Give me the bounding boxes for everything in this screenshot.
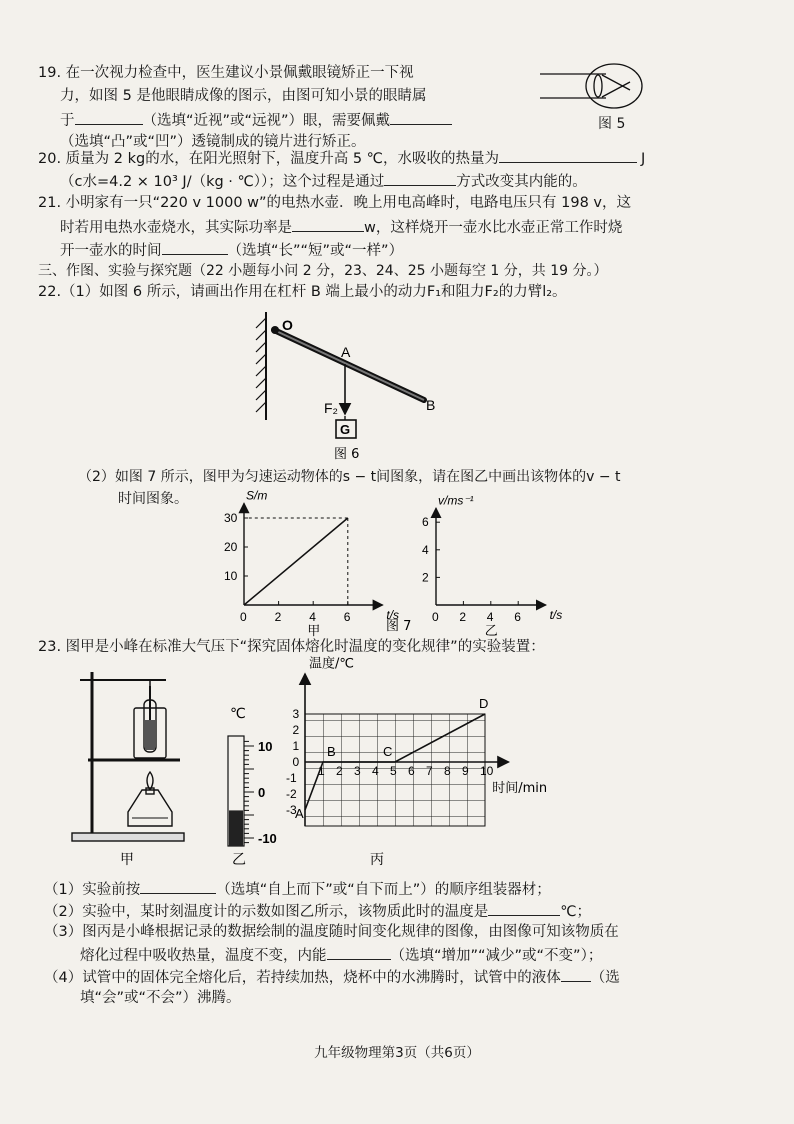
x-tick-label: 2 (336, 764, 343, 778)
q23-sub4-line2: 填“会”或“不会”）沸腾。 (80, 990, 241, 1006)
q22-part2-line1: （2）如图 7 所示，图甲为匀速运动物体的s − t间图象，请在图乙中画出该物体的v − t (78, 469, 621, 485)
thermo-unit: ℃ (230, 706, 246, 722)
x-tick-label: 10 (480, 764, 494, 778)
fig5-eye-diagram (540, 64, 642, 108)
x-axis-label: 时间/min (492, 781, 548, 796)
y-tick-label: 10 (224, 569, 238, 583)
alcohol-lamp (128, 790, 172, 826)
x-tick-label: 6 (408, 764, 415, 778)
fig6-pivot (271, 326, 279, 334)
label-yi: 乙 (232, 852, 246, 868)
y-tick-label: -3 (286, 803, 297, 817)
y-tick-label: 20 (224, 540, 238, 554)
thermo-liquid (229, 810, 243, 846)
page-footer: 九年级物理第3页（共6页） (314, 1045, 480, 1061)
q23-sub3-line1: （3）图丙是小峰根据记录的数据绘制的温度随时间变化规律的图像，由图像可知该物质在 (44, 924, 619, 940)
y-tick-label: 3 (292, 707, 300, 721)
q19-line3-rest: （选填“近视”或“远视”）眼，需要佩戴 (142, 113, 391, 129)
q23-intro: 23. 图甲是小峰在标准大气压下“探究固体熔化时温度的变化规律”的实验装置： (38, 639, 545, 655)
q23-melting-chart (286, 656, 547, 826)
point-label-b: B (327, 744, 336, 759)
x-tick-label: 7 (426, 764, 433, 778)
fig5-refract-top (602, 75, 630, 90)
x-tick-label: 3 (354, 764, 361, 778)
fig6-label-a: A (341, 344, 351, 360)
y-tick-label: -2 (286, 787, 297, 801)
x-tick-label: 2 (274, 610, 282, 624)
x-tick-label: 4 (372, 764, 379, 778)
x-tick-label: 4 (486, 610, 494, 624)
x-tick-label: 0 (432, 610, 439, 624)
q23-thermometer (228, 736, 277, 846)
x-tick-label: 5 (390, 764, 397, 778)
q21-line3-rest: （选填“长”“短”或“一样”） (227, 243, 404, 259)
q23-sub4-rest: （选 (590, 970, 620, 986)
chart-name-label: 甲 (307, 624, 321, 639)
x-axis-label: t/s (386, 608, 400, 622)
q23-sub3-text: 熔化过程中吸收热量，温度不变，内能 (80, 948, 327, 964)
fig6-caption: 图 6 (334, 447, 360, 462)
fig6-label-o: O (282, 317, 293, 333)
x-tick-label: 4 (309, 610, 316, 624)
fig5-caption: 图 5 (598, 116, 626, 132)
thermo-scale-label: 0 (258, 785, 266, 800)
chart-name-label: 乙 (484, 624, 498, 639)
y-tick-label: -1 (286, 771, 297, 785)
y-axis-label: S/m (246, 488, 268, 503)
fig7-chart-yi (422, 493, 562, 639)
x-tick-label: 2 (459, 610, 467, 624)
fig6-label-g: G (340, 422, 351, 437)
q23-apparatus (72, 672, 184, 841)
q19-line1: 19. 在一次视力检查中，医生建议小景佩戴眼镜矫正一下视 (38, 65, 414, 81)
y-axis-label: 温度/℃ (309, 656, 354, 672)
q23-sub3-rest: （选填“增加”“减少”或“不变”）； (390, 948, 603, 964)
fig6-wall-hatch (256, 318, 266, 412)
label-jia: 甲 (120, 852, 134, 868)
fig7-caption: 图 7 (386, 619, 412, 634)
x-tick-label: 9 (462, 764, 469, 778)
q19-line3-start: 于 (60, 113, 75, 129)
q23-sub2-text: （2）实验中，某时刻温度计的示数如图乙所示，该物质此时的温度是 (44, 904, 489, 920)
series-line (244, 518, 348, 605)
point-label-a: A (295, 806, 304, 821)
y-tick-label: 4 (422, 542, 429, 557)
thermo-scale-label: -10 (258, 831, 277, 846)
section3-heading: 三、作图、实验与探究题（22 小题每小问 2 分，23、24、25 小题每空 1 分，共 19 分。） (38, 263, 608, 279)
fig6-lever-highlight (274, 330, 424, 400)
x-tick-label: 6 (514, 610, 521, 624)
y-axis-label: v/ms⁻¹ (438, 493, 474, 508)
q20-unit: J (640, 151, 646, 167)
q21-line3-text: 开一壶水的时间 (60, 243, 162, 259)
point-label-c: C (383, 744, 393, 759)
x-tick-label: 0 (240, 610, 247, 624)
q23-sub1-text: （1）实验前按 (44, 882, 141, 898)
q20-line2-rest: 方式改变其内能的。 (456, 174, 587, 190)
x-tick-label: 8 (444, 764, 451, 778)
q21-line2-rest: w，这样烧开一壶水比水壶正常工作时烧 (364, 220, 623, 236)
thermo-scale-label: 10 (258, 739, 273, 754)
flame (147, 772, 153, 790)
q20-line1-text: 20. 质量为 2 kg的水，在阳光照射下，温度升高 5 ℃，水吸收的热量为 (38, 151, 499, 167)
substance (145, 720, 155, 750)
fig5-lens (594, 75, 602, 97)
point-label-d: D (479, 696, 489, 711)
q22-part1: 22.（1）如图 6 所示，请画出作用在杠杆 B 端上最小的动力F₁和阻力F₂的力臂l₂。 (38, 284, 567, 300)
y-tick-label: 30 (224, 511, 238, 525)
fig6-label-b: B (426, 397, 436, 413)
q23-sub4-text: （4）试管中的固体完全熔化后，若持续加热，烧杯中的水沸腾时，试管中的液体 (44, 970, 561, 986)
q21-line2-text: 时若用电热水壶烧水，其实际功率是 (60, 220, 292, 236)
y-tick-label: 1 (292, 739, 300, 753)
y-tick-label: 2 (422, 570, 429, 585)
q19-line2: 力，如图 5 是他眼睛成像的图示，由图可知小景的眼睛属 (60, 88, 427, 104)
stand-base (72, 833, 184, 841)
x-tick-label: 1 (318, 764, 325, 778)
y-tick-label: 6 (422, 515, 429, 530)
x-axis-label: t/s (549, 608, 563, 622)
fig7-chart-jia (224, 489, 399, 640)
fig5-refract-bottom (602, 82, 630, 97)
y-tick-label: 2 (292, 723, 300, 737)
q21-line1: 21. 小明家有一只“220 v 1000 w”的电热水壶．晚上用电高峰时，电路电压只有 198 v，这 (38, 195, 632, 211)
q23-sub1-rest: （选填“自上而下”或“自下而上”）的顺序组装器材； (216, 882, 551, 898)
q23-sub2-unit: ℃； (560, 904, 592, 920)
y-tick-label: 0 (292, 755, 300, 769)
q20-line2-text: （c水=4.2 × 10³ J/（kg · ℃））；这个过程是通过 (60, 174, 385, 190)
x-tick-label: 6 (343, 610, 351, 624)
label-bing: 丙 (370, 852, 384, 868)
fig6-label-f2: F₂ (324, 400, 338, 416)
q19-line4: （选填“凸”或“凹”）透镜制成的镜片进行矫正。 (60, 134, 366, 150)
q22-part2-line2: 时间图象。 (118, 491, 188, 507)
